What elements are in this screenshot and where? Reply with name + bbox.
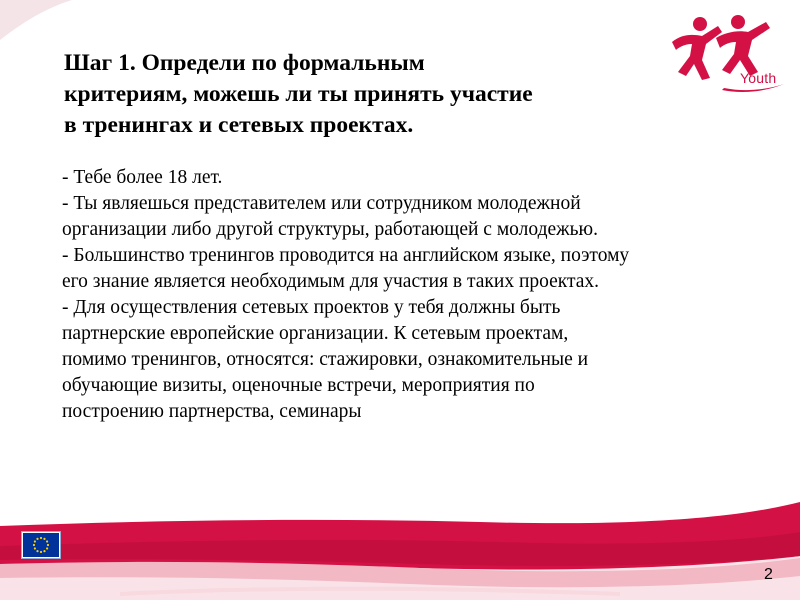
body-line: его знание является необходимым для участия в таких проектах. xyxy=(62,271,600,292)
eu-stars-icon xyxy=(23,533,59,557)
body-line: построению партнерства, семинары xyxy=(62,401,362,422)
body-line: - Тебе более 18 лет. xyxy=(62,167,223,188)
footer-wave-decoration xyxy=(0,480,800,600)
body-line: организации либо другой структуры, работающей с молодежью. xyxy=(62,219,598,240)
eu-flag-icon xyxy=(22,532,60,558)
body-line: помимо тренингов, относятся: стажировки, ознакомительные и xyxy=(62,349,589,370)
slide-title xyxy=(64,48,624,141)
body-line: партнерские европейские организации. К сетевым проектам, xyxy=(62,323,569,344)
title-line: критериям, можешь ли ты принять участие xyxy=(64,81,533,107)
body-line: - Для осуществления сетевых проектов у тебя должны быть xyxy=(62,297,561,318)
body-line: - Ты являешься представителем или сотрудником молодежной xyxy=(62,193,581,214)
youth-logo-text: Youth xyxy=(740,70,777,86)
body-line: - Большинство тренингов проводится на английском языке, поэтому xyxy=(62,245,630,266)
body-line: обучающие визиты, оценочные встречи, мероприятия по xyxy=(62,375,535,396)
slide-body xyxy=(62,165,762,425)
title-line: в тренингах и сетевых проектах. xyxy=(64,112,414,138)
title-line: Шаг 1. Определи по формальным xyxy=(64,50,425,76)
page-number: 2 xyxy=(764,566,773,583)
